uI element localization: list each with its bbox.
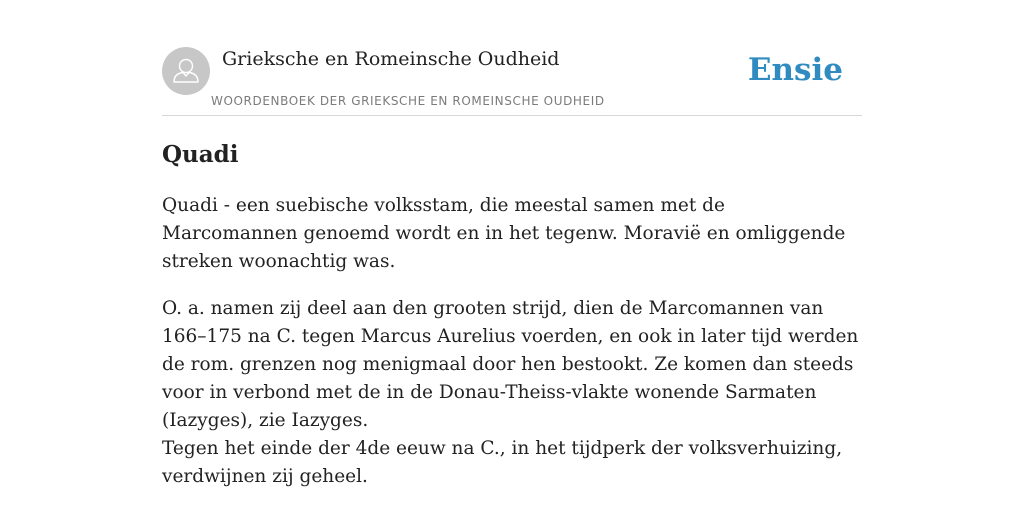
entry-paragraph-1: Quadi - een suebische volksstam, die meestal samen met de Marcomannen genoemd wordt en in het tegenw. Moravië en omliggende streken woonachtig was. [162,195,846,272]
dictionary-title-link[interactable]: Grieksche en Romeinsche Oudheid [222,48,560,70]
ensie-logo-link[interactable]: Ensie [747,52,843,88]
dictionary-subtitle: WOORDENBOEK DER GRIEKSCHE EN ROMEINSCHE OUDHEID [211,94,605,108]
entry-term: Quadi [162,141,239,168]
entry-paragraph-3: Tegen het einde der 4de eeuw na C., in het tijdperk der volksverhuizing, verdwijnen zij geheel. [162,438,843,487]
avatar[interactable] [162,47,210,95]
user-icon [162,47,210,95]
dictionary-header [162,46,862,116]
entry-paragraph-2: O. a. namen zij deel aan den grooten strijd, dien de Marcomannen van 166–175 na C. tegen Marcus Aurelius voerden, en ook in later tijd werden de rom. grenzen nog menigmaal door hen bestookt. Ze komen dan steeds voor in verbond met de in de Donau-Theiss-vlakte wonende Sarmaten (Iazyges), zie Iazyges. [162,298,859,431]
